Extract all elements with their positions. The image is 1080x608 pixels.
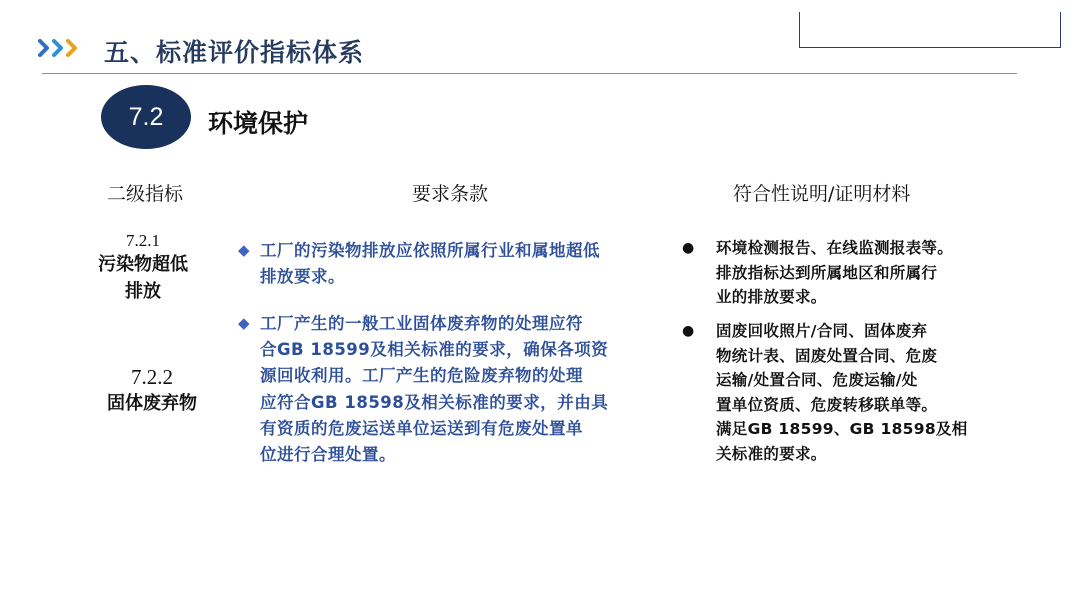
column-separator-left [220,222,224,494]
requirement-7-2-1 [238,238,658,290]
evidence-line: 固废回收照片/合同、固体废弃 [716,322,928,340]
evidence-line: 运输/处置合同、危废运输/处 [716,371,918,389]
diamond-bullet-icon: ◆ [238,314,250,332]
requirement-text [260,238,600,290]
evidence-line: 业的排放要求。 [716,288,827,306]
indicator-name-line: 污染物超低 [98,254,188,275]
evidence-line: 置单位资质、危废转移联单等。 [716,395,938,414]
evidence-text [716,236,953,310]
column-header-requirement: 要求条款 [412,183,489,205]
requirement-text [260,311,608,468]
evidence-line: 排放指标达到所属地区和所属行 [716,263,938,282]
column-header-indicator: 二级指标 [107,183,184,205]
column-separator-right [668,222,672,494]
section-title: 环境保护 [208,109,309,138]
page-title: 五、标准评价指标体系 [104,38,365,67]
section-number-badge [101,85,191,149]
evidence-7-2-1 [680,236,980,310]
requirement-line: 应符合GB 18598及相关标准的要求，并由具 [260,392,609,412]
dot-bullet-icon: ● [682,240,695,256]
indicator-name-line: 排放 [125,281,161,302]
indicator-name-line: 固体废弃物 [107,393,197,414]
evidence-line: 环境检测报告、在线监测报表等。 [716,239,954,257]
column-header-evidence: 符合性说明/证明材料 [733,183,911,205]
requirement-line: 位进行合理处置。 [260,445,396,465]
evidence-line: 关标准的要求。 [716,444,827,463]
requirement-line: 有资质的危废运送单位运送到有危废处置单 [260,418,583,438]
section-number: 7.2 [128,102,164,131]
dot-bullet-icon: ● [682,323,695,339]
evidence-7-2-2 [680,319,980,466]
requirement-line: 源回收利用。工厂产生的危险废弃物的处理 [260,366,583,386]
indicator-7-2-2 [96,364,208,418]
triple-chevron-right-icon [38,38,88,58]
header-divider [42,73,1017,74]
indicator-code: 7.2.2 [131,365,173,389]
requirement-line: 合GB 18599及相关标准的要求，确保各项资 [260,340,609,360]
evidence-line: 物统计表、固废处置合同、危废 [716,346,938,365]
corner-frame [799,12,1061,48]
requirement-line: 排放要求。 [260,267,345,286]
indicator-7-2-1 [88,231,198,305]
evidence-line: 满足GB 18599、GB 18598及相 [716,420,968,438]
requirement-7-2-2 [238,311,658,468]
diamond-bullet-icon: ◆ [238,241,250,259]
evidence-text [716,319,968,466]
requirement-line: 工厂的污染物排放应依照所属行业和属地超低 [260,241,600,260]
requirement-line: 工厂产生的一般工业固体废弃物的处理应符 [260,314,583,333]
indicator-code: 7.2.1 [126,231,160,250]
